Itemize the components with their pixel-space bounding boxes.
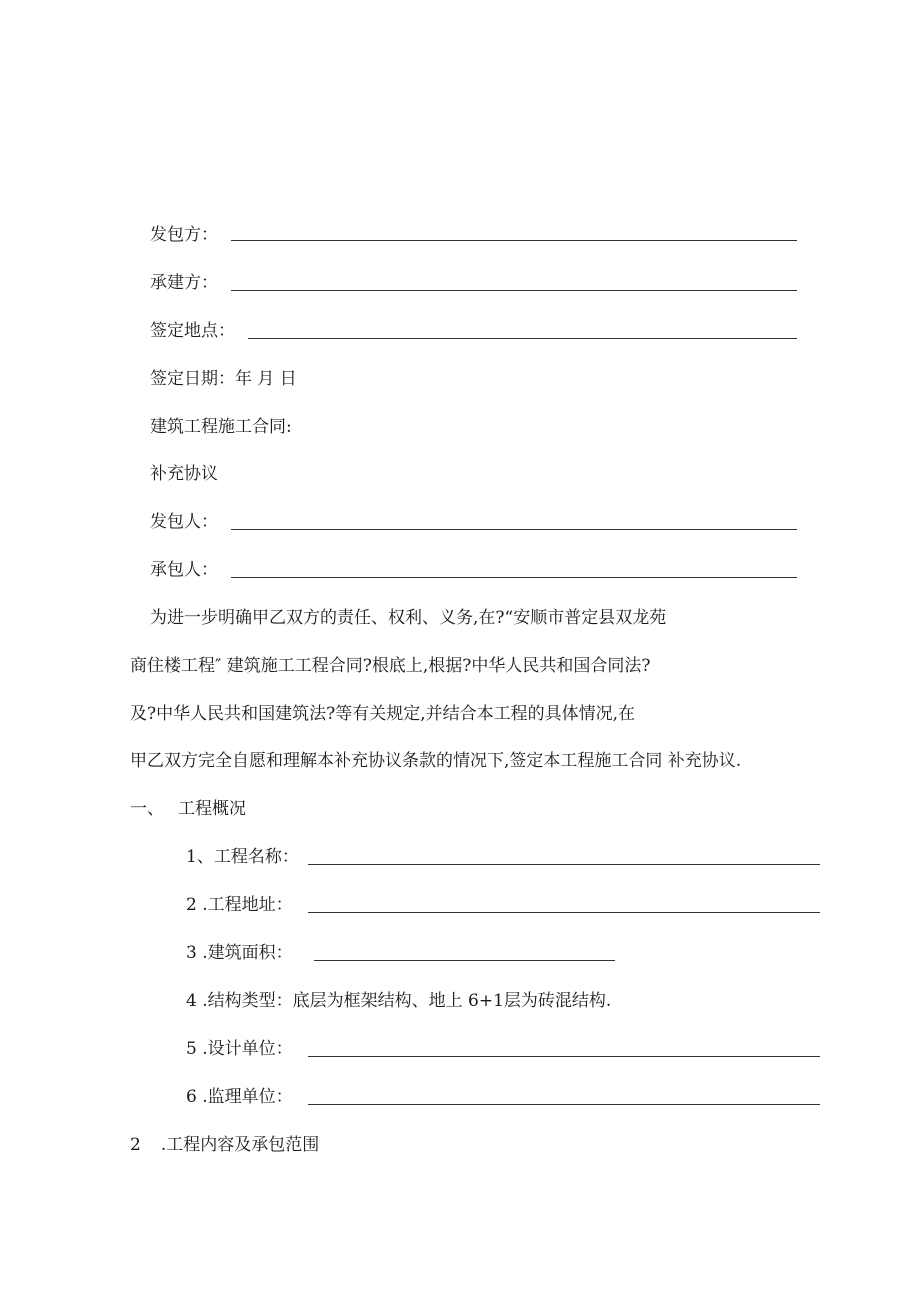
contract-title: 建筑工程施工合同:: [150, 417, 292, 437]
builder-blank: [231, 290, 797, 291]
item-project-address: 2 .工程地址：: [186, 895, 293, 915]
section-1-title: 工程概况: [178, 799, 246, 819]
item-design-unit: 5 .设计单位：: [186, 1039, 293, 1059]
item-supervision-unit: 6 .监理单位：: [186, 1087, 293, 1107]
supervision-unit-blank: [308, 1104, 820, 1105]
contractor-blank: [231, 577, 797, 578]
item-building-area: 3 .建筑面积：: [186, 943, 293, 963]
employer-blank: [231, 240, 797, 241]
employer-label: 发包方：: [150, 225, 218, 245]
building-area-blank: [314, 960, 615, 961]
section-1-heading: [130, 797, 246, 821]
design-unit-blank: [308, 1056, 820, 1057]
section-2-title: .工程内容及承包范围: [160, 1135, 320, 1155]
item-project-name: 1、工程名称：: [186, 847, 299, 867]
preamble-line-4: 甲乙双方完全自愿和理解本补充协议条款的情况下,签定本工程施工合同 补充协议.: [130, 751, 742, 771]
preamble-line-2: 商住楼工程″ 建筑施工工程合同?根底上,根据?中华人民共和国合同法?: [130, 656, 651, 676]
signing-date-label: 签定日期：年 月 日: [150, 369, 297, 389]
project-name-blank: [308, 864, 820, 865]
section-1-number: 一、: [130, 799, 164, 819]
contractor-label: 承包人：: [150, 560, 218, 580]
section-2-number: 2: [130, 1135, 141, 1155]
item-structure-type: 4 .结构类型：底层为框架结构、地上 6+1层为砖混结构.: [186, 991, 612, 1011]
preamble-line-1: 为进一步明确甲乙双方的责任、权利、义务,在?“安顺市普定县双龙苑: [150, 608, 667, 628]
preamble-line-3: 及?中华人民共和国建筑法?等有关规定,并结合本工程的具体情况,在: [130, 704, 636, 724]
signing-place-blank: [248, 338, 797, 339]
client-label: 发包人：: [150, 512, 218, 532]
builder-label: 承建方：: [150, 273, 218, 293]
section-2-heading: [130, 1133, 319, 1157]
client-blank: [231, 529, 797, 530]
supplement-title: 补充协议: [150, 464, 218, 484]
project-address-blank: [308, 912, 820, 913]
signing-place-label: 签定地点：: [150, 321, 235, 341]
